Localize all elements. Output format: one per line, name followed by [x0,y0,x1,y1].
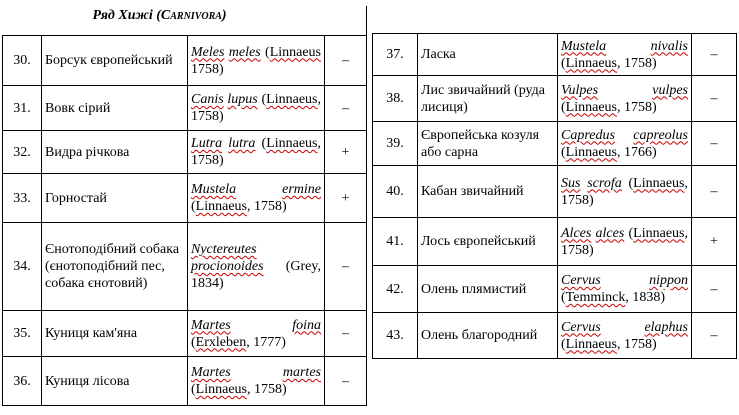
species-common-name: Олень плямистий [418,266,558,313]
species-common-name: Лис звичайний (руда лисиця) [418,76,558,122]
species-authority: (Linnaeus, 1758) [191,136,322,168]
genus-name: Vulpes [561,82,599,98]
genus-name: Nyctereutes [191,242,257,257]
status-mark: – [692,266,737,313]
species-authority: (Linnaeus, 1758) [561,175,688,208]
species-common-name: Куниця кам'яна [42,311,188,357]
order-title: Ряд Хижі (CARNIVORA) [92,8,227,23]
species-epithet: elaphus [644,319,688,335]
table-row [3,86,367,131]
status-mark: – [325,86,367,131]
table-row [373,313,737,359]
species-common-name: Кабан звичайний [418,166,558,218]
species-epithet: ermine [282,182,321,197]
status-mark: – [692,313,737,359]
species-latin-name [558,34,692,76]
species-common-name: Єнотоподібний собака (єнотоподібний пес, собака єнотовий) [42,223,188,311]
species-latin-name [558,266,692,313]
table-row [373,76,737,122]
status-mark: + [325,131,367,174]
row-number: 30. [3,36,42,86]
genus-name: Meles [191,44,225,60]
species-epithet: nivalis [650,38,688,54]
table-row [3,36,367,86]
status-mark: + [692,218,737,266]
status-mark: + [325,174,367,223]
species-common-name: Вовк сірий [42,86,188,131]
status-mark: – [325,223,367,311]
right-species-table [372,33,737,359]
table-row [373,266,737,313]
status-mark: – [692,166,737,218]
species-authority: (Linnaeus, 1758) [561,336,657,352]
genus-name: Martes [191,317,231,333]
species-latin-name [558,122,692,166]
status-mark: – [692,122,737,166]
genus-name: Martes [191,365,231,380]
species-latin-name [558,166,692,218]
species-common-name: Ласка [418,34,558,76]
species-epithet: alces [595,225,625,241]
status-mark: – [325,311,367,357]
species-latin-name [188,174,325,223]
species-common-name: Лось європейський [418,218,558,266]
genus-name: Cervus [561,319,601,335]
table-row [3,174,367,223]
row-number: 34. [3,223,42,311]
row-number: 33. [3,174,42,223]
table-row [3,131,367,174]
table-row [3,311,367,357]
table-row [3,223,367,311]
species-authority: (Temminck, 1838) [561,290,666,305]
genus-name: Sus [561,175,581,191]
species-latin-name [188,311,325,357]
species-epithet: procionoides [191,259,264,274]
species-epithet: martes [282,365,321,380]
species-latin-name [558,218,692,266]
species-authority: (Linnaeus, 1758) [561,55,657,71]
species-epithet: scrofa [587,175,622,191]
status-mark: – [692,34,737,76]
species-authority: (Linnaeus, 1766) [561,144,657,160]
species-common-name: Олень благородний [418,313,558,359]
table-row [373,218,737,266]
genus-name: Cervus [561,273,601,288]
status-mark: – [325,357,367,406]
species-epithet: lutra [228,136,256,151]
species-common-name: Горностай [42,174,188,223]
order-header-cell [42,6,367,36]
genus-name: Lutra [191,136,223,151]
genus-name: Capredus [561,127,615,143]
species-common-name: Борсук європейський [42,36,188,86]
row-number: 39. [373,122,418,166]
row-number: 40. [373,166,418,218]
row-number: 32. [3,131,42,174]
species-authority: (Grey, 1834) [191,259,321,291]
species-epithet: vulpes [652,82,688,98]
row-number: 31. [3,86,42,131]
species-epithet: capreolus [633,127,688,143]
row-number: 43. [373,313,418,359]
row-number: 38. [373,76,418,122]
species-latin-name [188,223,325,311]
row-number: 41. [373,218,418,266]
order-header-row [3,6,367,36]
species-epithet: foina [292,317,321,333]
species-authority: (Linnaeus 1758) [191,44,322,77]
left-species-table [2,6,367,406]
row-number: 35. [3,311,42,357]
status-mark: – [325,36,367,86]
table-row [3,357,367,406]
species-epithet: nippon [649,273,688,288]
genus-name: Alces [561,225,592,241]
species-latin-name [558,313,692,359]
species-epithet: lupus [227,92,258,107]
species-authority: (Linnaeus, 1758) [191,382,287,397]
species-authority: (Linnaeus, 1758) [561,225,688,258]
species-authority: (Linnaeus, 1758) [561,99,657,115]
row-number: 42. [373,266,418,313]
table-row [373,166,737,218]
table-row [373,34,737,76]
species-common-name: Європейська козуля або сарна [418,122,558,166]
genus-name: Canis [191,92,224,107]
status-mark: – [692,76,737,122]
row-number: 37. [373,34,418,76]
genus-name: Mustela [561,38,607,54]
species-latin-name [558,76,692,122]
row-number: 36. [3,357,42,406]
table-row [373,122,737,166]
species-epithet: meles [228,44,261,60]
species-authority: (Linnaeus, 1758) [191,92,321,124]
genus-name: Mustela [191,182,237,197]
species-common-name: Видра річкова [42,131,188,174]
species-common-name: Куниця лісова [42,357,188,406]
species-latin-name [188,131,325,174]
species-latin-name [188,86,325,131]
species-authority: (Erxleben, 1777) [191,334,286,350]
species-latin-name [188,36,325,86]
species-authority: (Linnaeus, 1758) [191,199,287,214]
species-latin-name [188,357,325,406]
